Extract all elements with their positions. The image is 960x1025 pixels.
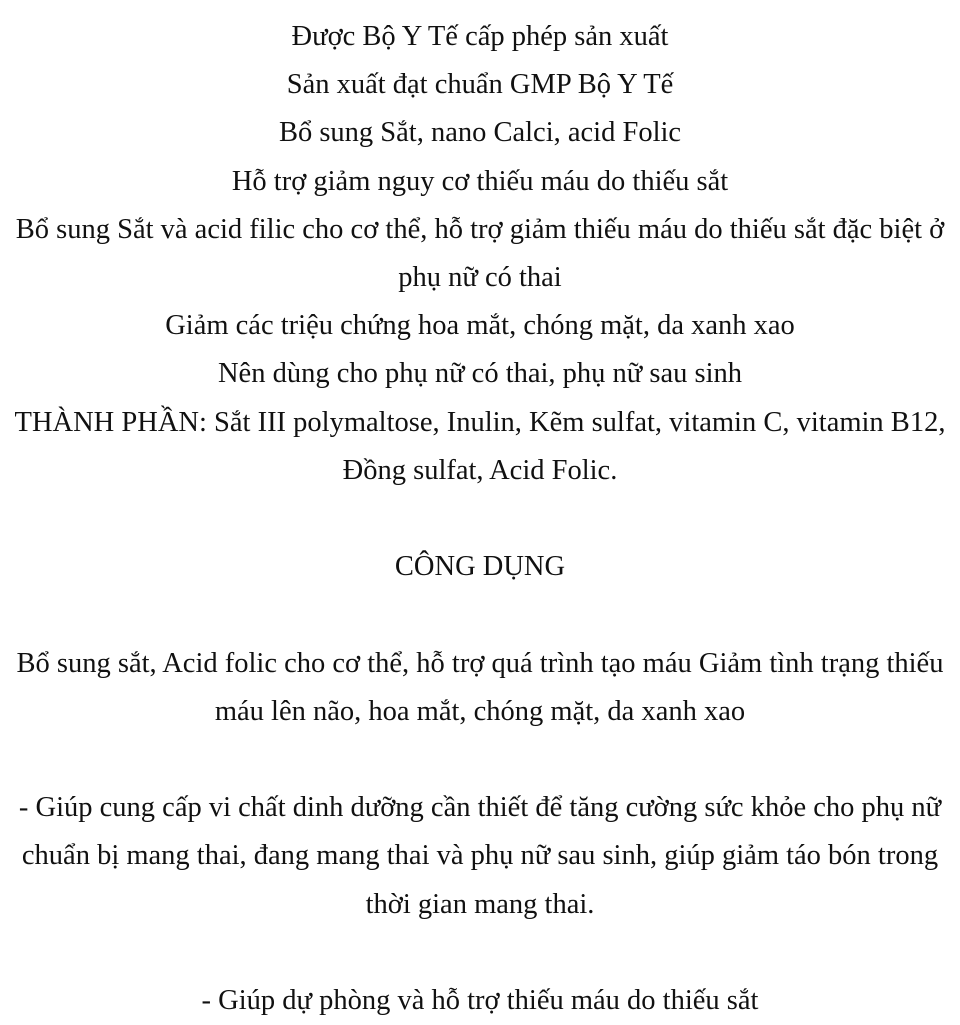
ingredients-line: THÀNH PHẦN: Sắt III polymaltose, Inulin, Kẽm sulfat, vitamin C, vitamin B12, Đồng sulfat, Acid Folic. [14,406,946,486]
spacer [10,736,950,784]
spacer [10,495,950,543]
intro-line-anemia-risk: Hỗ trợ giảm nguy cơ thiếu máu do thiếu sắt [231,165,729,197]
intro-line-pregnancy-support: Bổ sung Sắt và acid filic cho cơ thể, hỗ trợ giảm thiếu máu do thiếu sắt đặc biệt ở phụ nữ có thai [15,213,945,294]
spacer [10,929,950,977]
intro-line-target-users: Nên dùng cho phụ nữ có thai, phụ nữ sau sinh [217,358,743,390]
intro-line-symptoms: Giảm các triệu chứng hoa mắt, chóng mặt, da xanh xao [165,310,795,342]
intro-line-license: Được Bộ Y Tế cấp phép sản xuất [291,21,669,52]
benefit-paragraph: Bổ sung sắt, Acid folic cho cơ thể, hỗ trợ quá trình tạo máu Giảm tình trạng thiếu máu lên não, hoa mắt, chóng mặt, da xanh xao [16,647,944,727]
spacer [10,591,950,639]
benefit-paragraph: - Giúp dự phòng và hỗ trợ thiếu máu do thiếu sắt [201,985,759,1016]
intro-line-supplement: Bổ sung Sắt, nano Calci, acid Folic [278,117,682,149]
benefit-paragraph: - Giúp cung cấp vi chất dinh dưỡng cần thiết để tăng cường sức khỏe cho phụ nữ chuẩn bị mang thai, đang mang thai và phụ nữ sau sinh, giúp giảm táo bón trong thời gian mang thai. [18,792,942,920]
section-heading: CÔNG DỤNG [394,551,566,583]
intro-line-gmp: Sản xuất đạt chuẩn GMP Bộ Y Tế [286,69,674,101]
